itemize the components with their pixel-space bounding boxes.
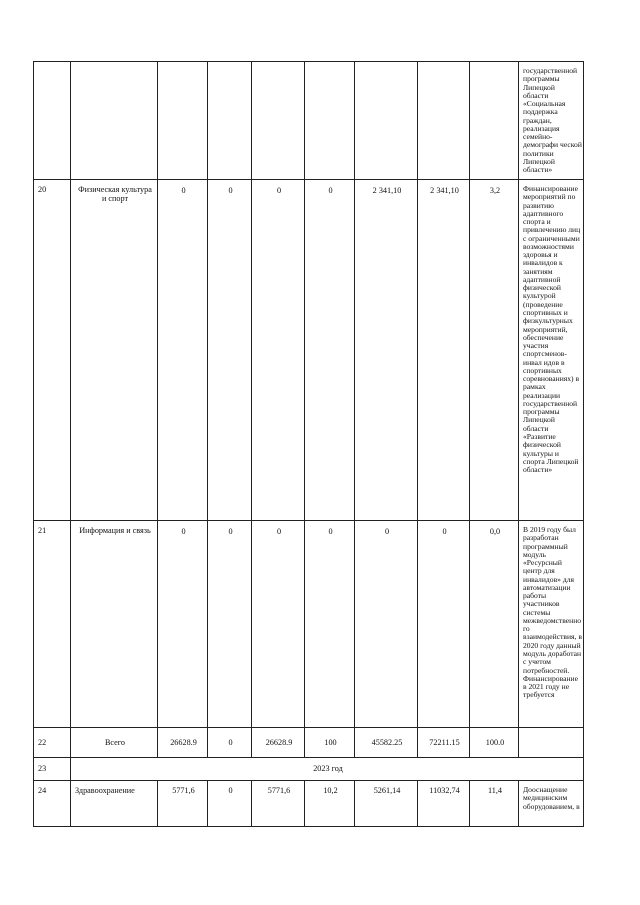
cell-value: 11,4 [470,781,519,827]
cell-sector: Всего [71,728,158,758]
budget-table [33,61,584,827]
cell-value: 11032,74 [418,781,470,827]
cell-note: В 2019 году был разработан программный модуль «Ресурсный центр для инвалидов» для автоматизации работы участников системы межведомственного взаимодействия, в 2020 году данный модуль доработан с учетом потребностей. Финансирование в 2021 году не требуется [519,521,584,728]
cell-value: 0 [158,180,208,521]
cell-value: 5771,6 [252,781,305,827]
cell-no: 22 [34,728,71,758]
cell-no: 24 [34,781,71,827]
cell-value: 0 [305,521,355,728]
cell-value: 0 [208,728,252,758]
table-row [34,521,584,728]
cell-value: 3,2 [470,180,519,521]
cell-value: 0 [252,180,305,521]
cell-no: 23 [34,758,71,781]
table-row [34,62,584,180]
cell-value: 0 [305,180,355,521]
cell-sector: Физическая культура и спорт [71,180,158,521]
table-row [34,728,584,758]
year-header: 2023 год [71,758,584,781]
cell-note: Дооснащение медицинским оборудованием, в [519,781,584,827]
cell-value: 2 341,10 [418,180,470,521]
cell-value: 72211.15 [418,728,470,758]
cell-value: 100 [305,728,355,758]
cell-no: 21 [34,521,71,728]
cell-note: Финансирование мероприятий по развитию адаптивного спорта и привлечению лиц с ограниченными возможностями здоровья и инвалидов к занятиям адаптивной физической культурой (проведение спортивных и физкультурных мероприятий, обеспечение участия спортсменов-инвал идов в спортивных соревнованиях) в рамках реализации государственной программы Липецкой области «Развитие физической культуры и спорта Липецкой области» [519,180,584,521]
cell-value: 26628.9 [158,728,208,758]
cell-value: 45582.25 [355,728,418,758]
cell-value: 0 [418,521,470,728]
cell-sector: Здравоохранение [71,781,158,827]
cell-sector [71,62,158,180]
cell-note: государственной программы Липецкой области «Социальная поддержка граждан, реализация семейно-демографи ческой политики Липецкой области» [519,62,584,180]
cell-value: 0 [355,521,418,728]
cell-value: 2 341,10 [355,180,418,521]
table-row [34,180,584,521]
cell-value: 0 [208,180,252,521]
cell-value: 5771,6 [158,781,208,827]
cell-value: 10,2 [305,781,355,827]
cell-value: 100.0 [470,728,519,758]
table-row [34,781,584,827]
cell-value: 5261,14 [355,781,418,827]
cell-note [519,728,584,758]
cell-value: 0 [252,521,305,728]
cell-value: 0 [208,521,252,728]
cell-value: 0 [158,521,208,728]
cell-value: 26628.9 [252,728,305,758]
cell-no: 20 [34,180,71,521]
cell-value: 0 [208,781,252,827]
cell-no [34,62,71,180]
cell-value: 0,0 [470,521,519,728]
cell-sector: Информация и связь [71,521,158,728]
table-row [34,758,584,781]
